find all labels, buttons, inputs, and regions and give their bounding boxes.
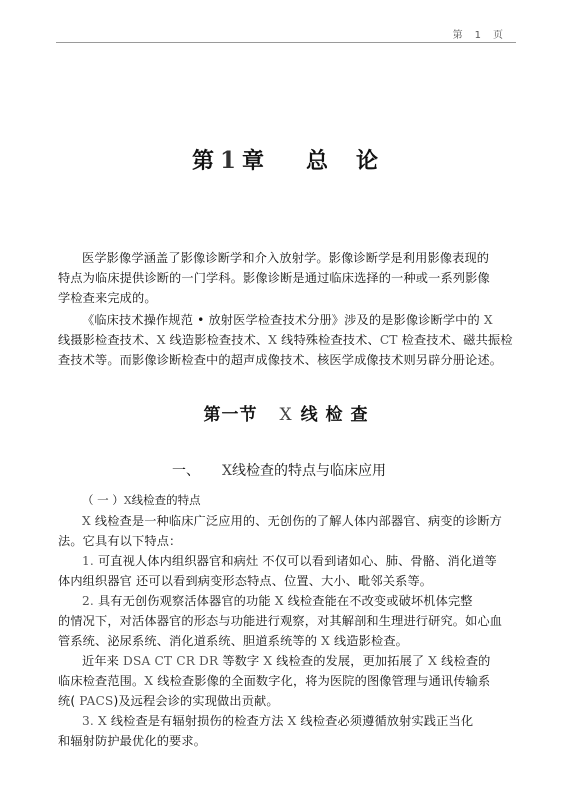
text-span: 查技术等。而影像诊断检查中的超声成像技术、核医学成像技术则另辟分册论述。 (58, 353, 503, 367)
text-x: X (268, 333, 278, 347)
text-span: 具有无创伤观察活体器官的功能 (93, 594, 271, 608)
text-x: X (428, 654, 438, 668)
chapter-prefix: 第 (191, 149, 216, 174)
text-line: 和辐射防护最优化的要求。 (58, 734, 207, 748)
text-line (58, 310, 516, 330)
intro-paragraph-2 (58, 310, 516, 370)
text-span: 近年来 (82, 654, 124, 668)
text-span: 线检查的 (437, 654, 491, 668)
text-x: X (263, 654, 273, 668)
section-prefix: 第一节 (203, 405, 258, 425)
text-line (58, 551, 516, 571)
text-line: 的情况下，对活体器官的形态与功能进行观察，对其解剖和生理进行研究。如心血 (58, 614, 503, 628)
subsection-x: X (222, 463, 232, 479)
text-span: 线造影检查。 (329, 634, 409, 648)
text-span: 线特殊检查技术、 (277, 333, 380, 347)
subsub-x: X (123, 494, 132, 507)
list-number: 1. (82, 554, 94, 568)
text-span: 不仅可以看到诸如心、肺、骨骼、消化道等 (258, 554, 497, 568)
text-line: 学检查来完成的。 (58, 291, 157, 305)
chapter-suffix: 章 (241, 149, 266, 174)
list-number: 3. (82, 714, 94, 728)
text-span: 线摄影检查技术、 (58, 333, 157, 347)
chapter-title-b: 论 (356, 149, 381, 174)
text-x: X (93, 714, 107, 728)
text-span: 统( (58, 694, 76, 708)
text-x: X (283, 714, 297, 728)
subsection-heading (172, 460, 386, 480)
text-line (58, 671, 516, 691)
section-title: 线 检 查 (300, 405, 369, 425)
chapter-number: 1 (219, 147, 238, 174)
subsub-title: 线检查的特点 (131, 493, 201, 507)
text-pacs: PACS (75, 694, 114, 708)
text-x: X (483, 313, 493, 327)
text-span: 线检查是有辐射损伤的检查方法 (106, 714, 284, 728)
text-line (58, 511, 516, 531)
text-line: 体内组织器官 还可以看到病变形态特点、位置、大小、毗邻关系等。 (58, 574, 433, 588)
text-span: 管系统、泌尿系统、消化道系统、胆道系统等的 (58, 634, 322, 648)
section-heading (0, 400, 572, 425)
text-span: 线检查必须遵循放射实践正当化 (296, 714, 474, 728)
page-number: 第 1 页 (452, 30, 504, 41)
text-line (58, 350, 516, 370)
list-number: 2. (82, 594, 94, 608)
text-span: 《临床技术操作规范 (82, 313, 198, 327)
text-modalities: DSA CT CR DR (123, 654, 219, 668)
body-text (58, 511, 516, 751)
text-span: 线造影检查技术、 (165, 333, 269, 347)
text-x: X (156, 333, 166, 347)
chapter-title (0, 144, 572, 175)
text-span: 线检查的发展，更加拓展了 (272, 654, 429, 668)
text-line: 法。它具有以下特点： (58, 534, 182, 548)
text-span: 线检查是一种临床广泛应用的、无创伤的了解人体内部器官、病变的诊断方 (90, 514, 502, 528)
text-line (58, 691, 516, 711)
text-span: )及远程会诊的实现做出贡献。 (113, 694, 279, 708)
text-line (58, 330, 516, 350)
intro-paragraph-1 (58, 248, 516, 308)
text-ct: CT (379, 333, 398, 347)
text-line: 特点为临床提供诊断的一门学科。影像诊断是通过临床选择的一种或一系列影像 (58, 271, 490, 285)
text-span: 检查技术、磁共振检 (397, 333, 513, 347)
section-x: X (279, 405, 293, 425)
text-span: 线检查能在不改变或破坏机体完整 (283, 594, 473, 608)
text-line (58, 651, 516, 671)
text-span: 可直视人体内组织器官和病灶 (93, 554, 259, 568)
subsection-title: 线检查的特点与临床应用 (231, 463, 386, 479)
text-line: 医学影像学涵盖了影像诊断学和介入放射学。影像诊断学是利用影像表现的 (82, 251, 490, 265)
text-x: X (270, 594, 284, 608)
text-x: X (82, 514, 91, 528)
text-span: 等数字 (218, 654, 264, 668)
subsection-prefix: 一、 (172, 463, 200, 479)
text-line (58, 591, 516, 611)
subsubsection-heading (82, 492, 201, 508)
text-line (58, 711, 516, 731)
text-line (58, 631, 516, 651)
subsub-label: （ 一 ） (82, 493, 124, 507)
text-span: 线检查影像的全面数字化，将为医院的图像管理与通讯传输系 (153, 674, 491, 688)
text-x: X (321, 634, 330, 648)
text-span: 临床检查范围。 (58, 674, 145, 688)
text-x: X (144, 674, 154, 688)
page-header (56, 26, 516, 43)
bullet-dot: • (197, 313, 209, 327)
chapter-title-a: 总 (306, 149, 331, 174)
text-span: 放射医学检查技术分册》涉及的是影像诊断学中的 (208, 313, 484, 327)
